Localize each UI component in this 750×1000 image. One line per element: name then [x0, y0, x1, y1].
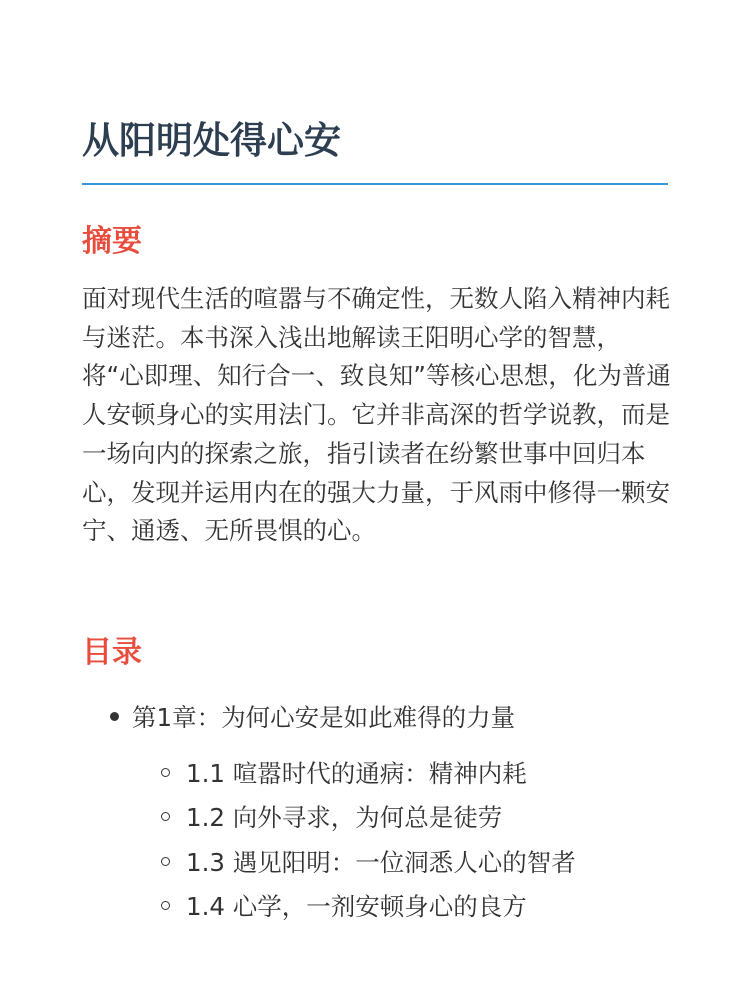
- document-title: 从阳明处得心安: [82, 119, 341, 162]
- summary-heading: 摘要: [82, 224, 142, 259]
- toc-section-item: [161, 845, 576, 881]
- toc-section-item: [161, 889, 527, 925]
- toc-section-label: 1.4 心学，一剂安顿身心的良方: [186, 892, 527, 921]
- hollow-bullet-icon: [161, 812, 170, 821]
- hollow-bullet-icon: [161, 857, 170, 866]
- toc-section-label: 1.1 喧嚣时代的通病：精神内耗: [186, 759, 527, 788]
- hollow-bullet-icon: [161, 768, 170, 777]
- toc-section-label: 1.2 向外寻求，为何总是徒劳: [186, 803, 503, 832]
- toc-section-item: [161, 756, 527, 792]
- toc-section-item: [161, 800, 502, 836]
- toc-chapter-item: [110, 700, 515, 736]
- hollow-bullet-icon: [161, 901, 170, 910]
- toc-heading: 目录: [82, 635, 142, 670]
- summary-paragraph: 面对现代生活的喧嚣与不确定性，无数人陷入精神内耗与迷茫。本书深入浅出地解读王阳明心学的智慧，将“心即理、知行合一、致良知”等核心思想，化为普通人安顿身心的实用法门。它并非高深的哲学说教，而是一场向内的探索之旅，指引读者在纷繁世事中回归本心，发现并运用内在的强大力量，于风雨中修得一颗安宁、通透、无所畏惧的心。: [82, 284, 671, 546]
- filled-bullet-icon: [110, 712, 119, 721]
- toc-section-label: 1.3 遇见阳明：一位洞悉人心的智者: [186, 848, 576, 877]
- title-divider: [82, 183, 668, 185]
- toc-chapter-label: 第1章：为何心安是如此难得的力量: [132, 703, 516, 732]
